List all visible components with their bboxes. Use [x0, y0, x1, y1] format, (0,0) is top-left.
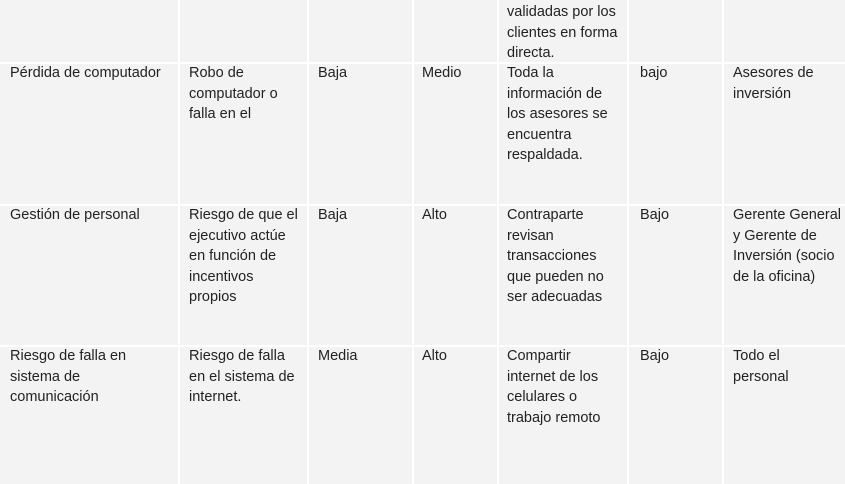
mitigation-cell: Contraparte revisan transacciones que pueden no ser adecuadas [507, 207, 604, 305]
owner-cell: Asesores de inversión [733, 65, 814, 102]
mitigation-cell: validadas por los clientes en forma directa. [507, 4, 618, 61]
impact-cell: Alto [422, 207, 447, 223]
owner-cell: Todo el personal [733, 348, 789, 385]
impact-cell: Alto [422, 348, 447, 364]
residual-cell: bajo [640, 65, 668, 81]
risk-cell: Riesgo de falla en sistema de comunicación [10, 348, 127, 405]
description-cell: Riesgo de que el ejecutivo actúe en función de incentivos propios [189, 207, 298, 305]
description-cell: Robo de computador o falla en el [189, 65, 278, 122]
probability-cell: Baja [318, 65, 348, 81]
risk-cell: Gestión de personal [10, 207, 140, 223]
probability-cell: Media [318, 348, 358, 364]
residual-cell: Bajo [640, 348, 670, 364]
mitigation-cell: Compartir internet de los celulares o trabajo remoto [507, 348, 601, 426]
mitigation-cell: Toda la información de los asesores se encuentra respaldada. [507, 65, 608, 163]
description-cell: Riesgo de falla en el sistema de internet. [189, 348, 295, 405]
risk-cell: Pérdida de computador [10, 65, 161, 81]
impact-cell: Medio [422, 65, 462, 81]
owner-cell: Gerente General y Gerente de Inversión (socio de la oficina) [733, 207, 842, 285]
residual-cell: Bajo [640, 207, 670, 223]
probability-cell: Baja [318, 207, 348, 223]
